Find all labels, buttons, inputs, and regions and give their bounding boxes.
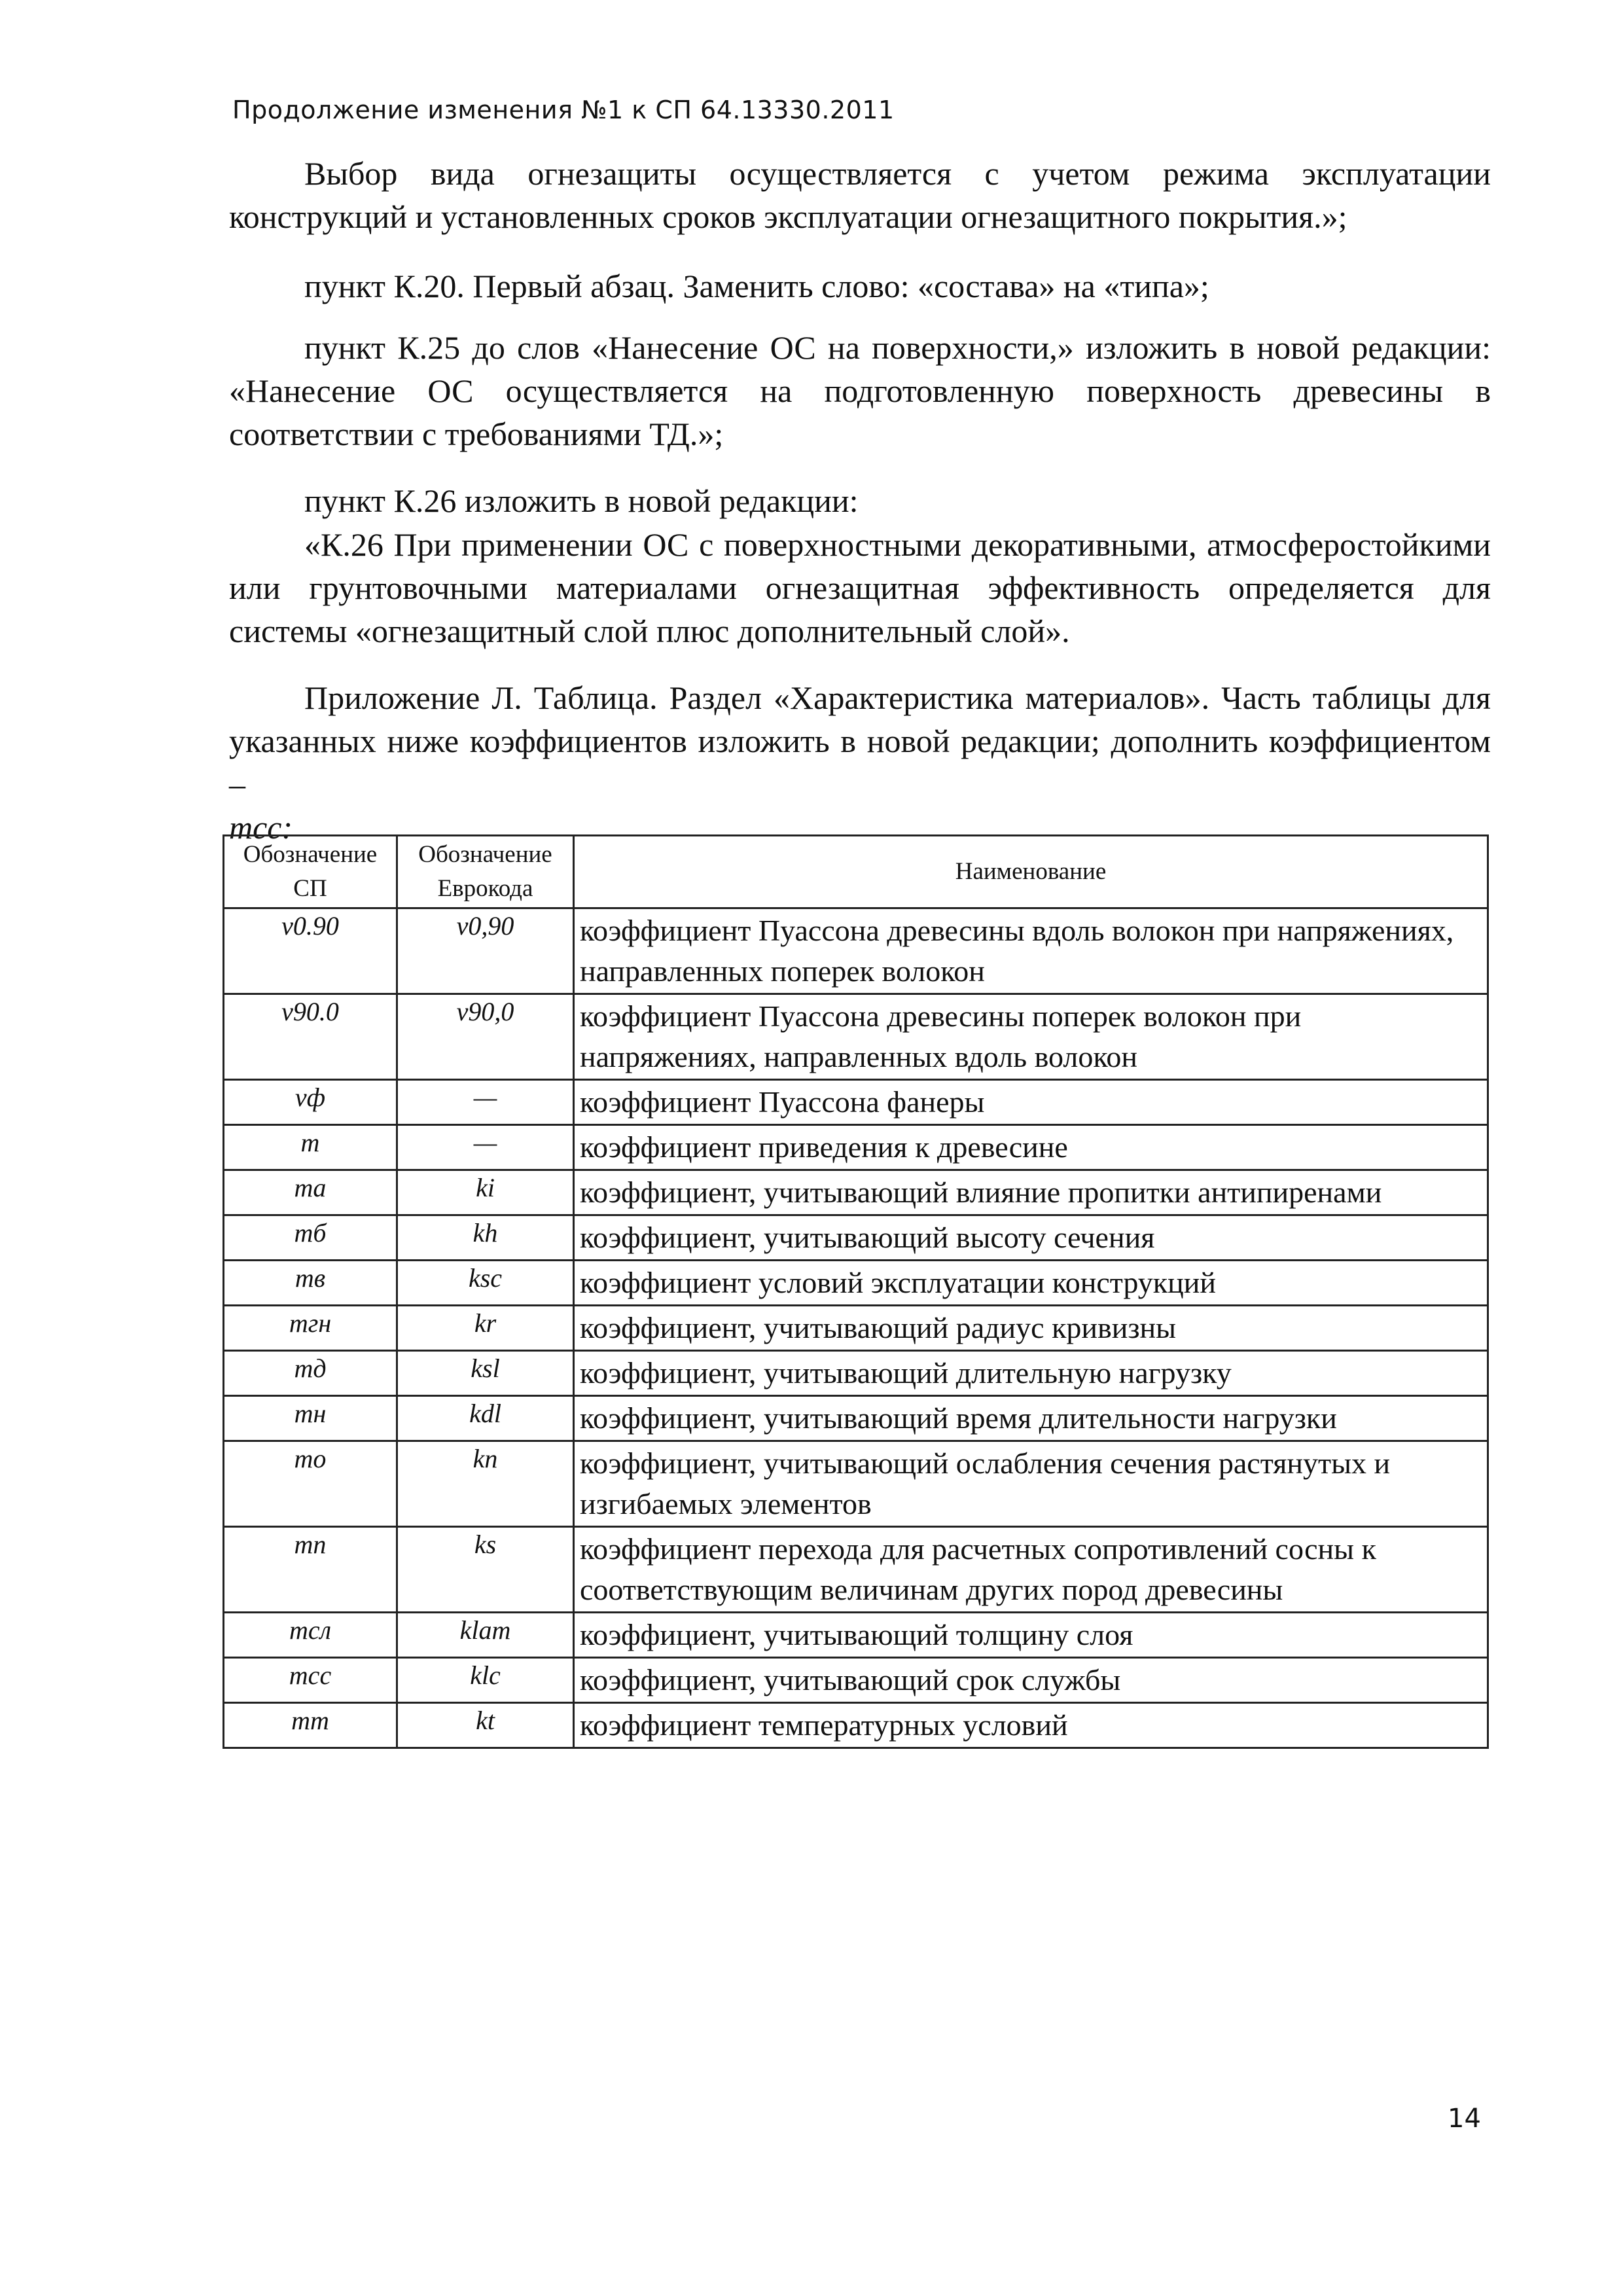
coefficients-table <box>223 834 1489 1749</box>
cell-eurocode: ks <box>397 1527 574 1613</box>
cell-name: коэффициент, учитывающий срок службы <box>574 1658 1488 1703</box>
cell-eurocode: ν90,0 <box>397 994 574 1080</box>
cell-name: коэффициент, учитывающий время длительности нагрузки <box>574 1396 1488 1441</box>
paragraph-k26-intro: пункт К.26 изложить в новой редакции: <box>304 482 859 519</box>
cell-name: коэффициент Пуассона древесины поперек волокон при напряжениях, направленных вдоль волокон <box>574 994 1488 1080</box>
appendix-l-symbol: mсс: <box>229 809 293 846</box>
cell-sp: νф <box>224 1080 397 1125</box>
paragraph-fire-protection-choice: Выбор вида огнезащиты осуществляется с учетом режима эксплуатации конструкций и установленных сроков эксплуатации огнезащитного покрытия.»; <box>229 155 1491 235</box>
header-name: Наименование <box>574 836 1488 908</box>
table-row <box>224 1215 1488 1261</box>
cell-eurocode: ki <box>397 1170 574 1215</box>
table-row <box>224 1527 1488 1613</box>
cell-sp: mгн <box>224 1306 397 1351</box>
cell-name: коэффициент, учитывающий радиус кривизны <box>574 1306 1488 1351</box>
cell-name: коэффициент перехода для расчетных сопротивлений сосны к соответствующим величинам других пород древесины <box>574 1527 1488 1613</box>
cell-sp: mд <box>224 1351 397 1396</box>
cell-eurocode: — <box>397 1080 574 1125</box>
cell-sp: mсс <box>224 1658 397 1703</box>
cell-sp: mа <box>224 1170 397 1215</box>
appendix-l-text: Приложение Л. Таблица. Раздел «Характеристика материалов». Часть таблицы для указанных ниже коэффициентов изложить в новой редакции; дополнить коэффициентом – <box>229 679 1491 802</box>
cell-eurocode: — <box>397 1125 574 1170</box>
table-row <box>224 1080 1488 1125</box>
cell-sp: mб <box>224 1215 397 1261</box>
cell-name: коэффициент приведения к древесине <box>574 1125 1488 1170</box>
table-row <box>224 1351 1488 1396</box>
table-row <box>224 1441 1488 1527</box>
cell-name: коэффициент условий эксплуатации конструкций <box>574 1261 1488 1306</box>
cell-name: коэффициент, учитывающий высоту сечения <box>574 1215 1488 1261</box>
table-row <box>224 1125 1488 1170</box>
page-number: 14 <box>1448 2104 1481 2134</box>
table-row <box>224 1658 1488 1703</box>
table-row <box>224 908 1488 994</box>
header-sp: Обозначение СП <box>224 836 397 908</box>
cell-name: коэффициент, учитывающий ослабления сечения растянутых и изгибаемых элементов <box>574 1441 1488 1527</box>
cell-sp: mт <box>224 1703 397 1748</box>
cell-sp: ν0.90 <box>224 908 397 994</box>
cell-name: коэффициент температурных условий <box>574 1703 1488 1748</box>
table-row <box>224 1261 1488 1306</box>
cell-eurocode: kt <box>397 1703 574 1748</box>
cell-name: коэффициент, учитывающий влияние пропитки антипиренами <box>574 1170 1488 1215</box>
header-eurocode: Обозначение Еврокода <box>397 836 574 908</box>
cell-name: коэффициент Пуассона древесины вдоль волокон при напряжениях, направленных поперек волокон <box>574 908 1488 994</box>
paragraph-k26-text: «К.26 При применении ОС с поверхностными декоративными, атмосферостойкими или грунтовочными материалами огнезащитная эффективность определяется для системы «огнезащитный слой плюс дополнительный слой». <box>229 526 1491 649</box>
cell-eurocode: kn <box>397 1441 574 1527</box>
paragraph-appendix-l <box>229 676 1491 849</box>
cell-eurocode: kh <box>397 1215 574 1261</box>
table-row <box>224 1170 1488 1215</box>
cell-eurocode: klc <box>397 1658 574 1703</box>
table-row <box>224 1306 1488 1351</box>
cell-sp: mо <box>224 1441 397 1527</box>
table-header-row <box>224 836 1488 908</box>
cell-sp: ν90.0 <box>224 994 397 1080</box>
table-row <box>224 1703 1488 1748</box>
cell-eurocode: ksc <box>397 1261 574 1306</box>
cell-sp: m <box>224 1125 397 1170</box>
cell-sp: mв <box>224 1261 397 1306</box>
cell-name: коэффициент, учитывающий длительную нагрузку <box>574 1351 1488 1396</box>
cell-name: коэффициент, учитывающий толщину слоя <box>574 1613 1488 1658</box>
cell-eurocode: klam <box>397 1613 574 1658</box>
cell-eurocode: kdl <box>397 1396 574 1441</box>
document-header: Продолжение изменения №1 к СП 64.13330.2011 <box>232 96 895 124</box>
cell-name: коэффициент Пуассона фанеры <box>574 1080 1488 1125</box>
paragraph-k20: пункт К.20. Первый абзац. Заменить слово: «состава» на «типа»; <box>304 268 1209 304</box>
table-row <box>224 994 1488 1080</box>
cell-eurocode: ksl <box>397 1351 574 1396</box>
table-row <box>224 1396 1488 1441</box>
cell-eurocode: ν0,90 <box>397 908 574 994</box>
cell-sp: mн <box>224 1396 397 1441</box>
cell-sp: mп <box>224 1527 397 1613</box>
paragraph-k25: пункт К.25 до слов «Нанесение ОС на поверхности,» изложить в новой редакции: «Нанесение ОС осуществляется на подготовленную поверхность древесины в соответствии с требованиями ТД.»; <box>229 329 1491 452</box>
cell-sp: mсл <box>224 1613 397 1658</box>
table-row <box>224 1613 1488 1658</box>
cell-eurocode: kr <box>397 1306 574 1351</box>
